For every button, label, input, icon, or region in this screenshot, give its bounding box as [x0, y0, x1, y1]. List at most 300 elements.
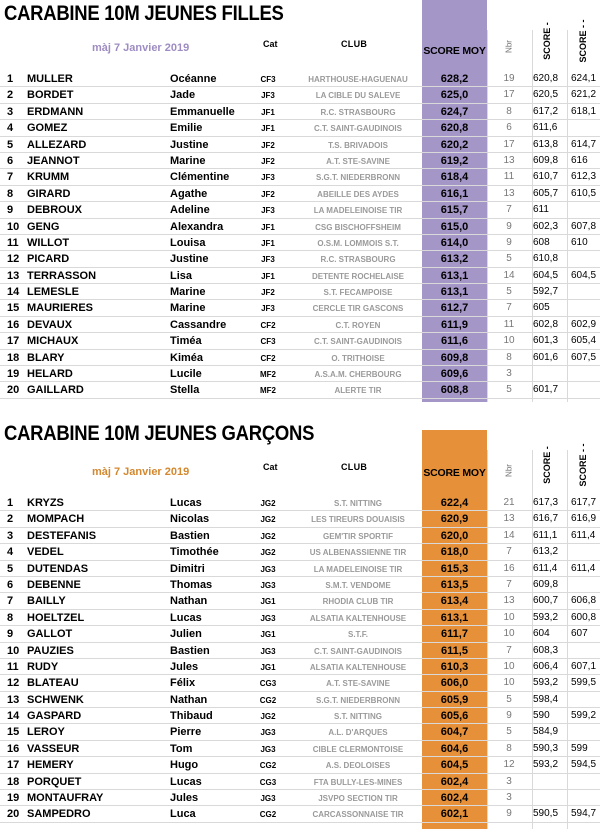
club-cell: S.M.T. VENDOME — [325, 580, 391, 590]
firstname-cell: Agathe — [170, 187, 208, 200]
nbr-cell: 10 — [503, 611, 515, 623]
firstname-cell: Océanne — [170, 73, 217, 85]
table-row — [0, 284, 600, 300]
category-cell: JG2 — [260, 531, 276, 541]
lastname-cell: KRYZS — [27, 497, 64, 509]
nbr-cell: 17 — [503, 89, 515, 101]
score-moy-cell: 618,0 — [440, 546, 469, 559]
firstname-cell: Thomas — [170, 578, 213, 591]
nbr-cell: 13 — [503, 154, 515, 166]
firstname-cell: Nathan — [170, 595, 208, 608]
firstname-cell: Bastien — [170, 529, 210, 542]
score-2-cell: 607 — [571, 628, 588, 640]
rank-cell: 1 — [7, 73, 14, 85]
lastname-cell: WILLOT — [27, 236, 70, 249]
nbr-cell: 10 — [503, 660, 515, 672]
club-cell: S.T. NITTING — [334, 712, 382, 722]
score-1-cell: 602,8 — [533, 318, 559, 330]
lastname-cell: DUTENDAS — [27, 562, 89, 575]
table-row — [0, 806, 600, 822]
nbr-cell: 21 — [503, 497, 515, 508]
lastname-cell: ALLEZARD — [27, 138, 87, 151]
score-1-cell: 608 — [533, 236, 550, 248]
score-1-cell: 604 — [533, 628, 550, 640]
nbr-cell: 3 — [506, 368, 512, 380]
nbr-cell: 5 — [506, 726, 512, 738]
lastname-cell: MOMPACH — [27, 513, 85, 526]
category-cell: JF1 — [261, 271, 275, 281]
club-cell: ALSATIA KALTENHOUSE — [309, 613, 407, 623]
girls-ranking-section — [0, 0, 600, 405]
lastname-cell: BLARY — [27, 351, 65, 364]
club-cell: CSG BISCHOFFSHEIM — [315, 222, 401, 232]
score-2-cell: 611,4 — [571, 562, 596, 574]
girls-title: CARABINE 10M JEUNES FILLES — [4, 2, 284, 25]
category-cell: JF1 — [261, 107, 275, 117]
score-1-cell: 601,6 — [533, 351, 559, 363]
category-cell: JF2 — [261, 189, 275, 199]
table-row — [0, 219, 600, 235]
score-2-cell: 594,5 — [571, 759, 597, 771]
club-cell: LES TIREURS DOUAISIS — [311, 515, 405, 525]
lastname-cell: SAMPEDRO — [27, 808, 91, 821]
club-cell: C.T. ROYEN — [335, 320, 381, 330]
nbr-cell: 7 — [506, 204, 512, 216]
club-cell: CARCASSONNAISE TIR — [312, 810, 404, 820]
score-2-cell: 624,1 — [571, 73, 597, 84]
club-cell: S.T. NITTING — [334, 499, 382, 508]
score-moy-cell: 608,8 — [440, 384, 469, 397]
firstname-cell: Clémentine — [170, 171, 230, 184]
row-divider — [0, 822, 600, 823]
nbr-cell: 17 — [503, 138, 515, 150]
club-cell: ABEILLE DES AYDES — [317, 189, 399, 199]
category-cell: JF3 — [261, 173, 275, 183]
category-cell: MF2 — [260, 370, 276, 380]
table-row — [0, 577, 600, 593]
lastname-cell: GAILLARD — [27, 384, 84, 397]
table-row — [0, 251, 600, 267]
boys-title: CARABINE 10M JEUNES GARÇONS — [4, 422, 315, 445]
score-moy-cell: 620,0 — [440, 529, 469, 542]
firstname-cell: Jules — [170, 660, 199, 673]
table-row — [0, 790, 600, 806]
nbr-cell: 5 — [506, 286, 512, 298]
lastname-cell: HELARD — [27, 368, 73, 381]
rank-cell: 2 — [7, 513, 14, 526]
table-row — [0, 71, 600, 87]
score-moy-cell: 624,7 — [440, 105, 469, 118]
header-score-2: SCORE - - — [578, 443, 588, 487]
boys-update-date: màj 7 Janvier 2019 — [92, 466, 190, 478]
club-cell: HARTHOUSE-HAGUENAU — [308, 75, 408, 84]
score-2-cell: 610,5 — [571, 187, 597, 199]
score-1-cell: 605 — [533, 302, 550, 314]
rank-cell: 12 — [7, 253, 20, 266]
header-club: CLUB — [341, 39, 368, 49]
firstname-cell: Stella — [170, 384, 200, 397]
nbr-cell: 7 — [506, 644, 512, 656]
category-cell: CF3 — [260, 337, 276, 347]
lastname-cell: MAURIERES — [27, 302, 94, 315]
firstname-cell: Julien — [170, 628, 202, 641]
table-row — [0, 593, 600, 609]
rank-cell: 5 — [7, 562, 14, 575]
table-row — [0, 300, 600, 316]
nbr-cell: 11 — [503, 171, 515, 183]
score-2-cell: 611,4 — [571, 529, 596, 541]
club-cell: A.S. DEOLOISES — [325, 761, 391, 771]
table-row — [0, 153, 600, 169]
club-cell: C.T. SAINT-GAUDINOIS — [313, 646, 402, 656]
score-2-cell: 606,8 — [571, 595, 597, 607]
score-1-cell: 598,4 — [533, 693, 559, 705]
nbr-cell: 5 — [506, 384, 512, 396]
lastname-cell: ERDMANN — [27, 105, 84, 118]
rank-cell: 3 — [7, 529, 14, 542]
score-1-cell: 617,3 — [533, 497, 559, 508]
score-1-cell: 590,3 — [533, 742, 559, 754]
girls-rows — [0, 71, 600, 399]
lastname-cell: GALLOT — [27, 628, 73, 641]
firstname-cell: Louisa — [170, 236, 206, 249]
firstname-cell: Nathan — [170, 693, 208, 706]
score-1-cell: 609,8 — [533, 578, 559, 590]
firstname-cell: Jules — [170, 792, 199, 805]
score-2-cell: 618,1 — [571, 105, 597, 117]
lastname-cell: KRUMM — [27, 171, 70, 184]
lastname-cell: GOMEZ — [27, 122, 68, 135]
club-cell: O. TRITHOISE — [331, 353, 385, 363]
boys-rows — [0, 495, 600, 823]
nbr-cell: 3 — [506, 792, 512, 804]
score-2-cell: 605,4 — [571, 335, 597, 347]
header-cat: Cat — [263, 39, 278, 49]
score-moy-cell: 620,8 — [440, 122, 469, 135]
firstname-cell: Kiméa — [170, 351, 204, 364]
header-score-2: SCORE - - — [578, 19, 588, 63]
score-moy-cell: 602,4 — [440, 792, 469, 805]
firstname-cell: Marine — [170, 302, 206, 315]
score-2-cell: 599 — [571, 742, 588, 754]
score-moy-cell: 613,2 — [440, 253, 469, 266]
table-row — [0, 544, 600, 560]
header-club: CLUB — [341, 462, 368, 472]
category-cell: JF1 — [261, 222, 275, 232]
firstname-cell: Lucas — [170, 775, 202, 788]
score-moy-cell: 602,1 — [440, 808, 469, 821]
firstname-cell: Dimitri — [170, 562, 205, 575]
lastname-cell: RUDY — [27, 660, 59, 673]
score-moy-cell: 615,7 — [440, 204, 469, 217]
score-1-cell: 606,4 — [533, 660, 559, 672]
lastname-cell: PAUZIES — [27, 644, 74, 657]
table-row — [0, 626, 600, 642]
table-row — [0, 104, 600, 120]
lastname-cell: GASPARD — [27, 710, 82, 723]
table-row — [0, 675, 600, 691]
firstname-cell: Bastien — [170, 644, 210, 657]
nbr-cell: 7 — [506, 546, 512, 558]
lastname-cell: PICARD — [27, 253, 70, 266]
nbr-cell: 14 — [503, 529, 515, 541]
score-moy-cell: 618,4 — [440, 171, 469, 184]
score-2-cell: 612,3 — [571, 171, 597, 183]
rank-cell: 14 — [7, 710, 20, 723]
score-2-cell: 607,5 — [571, 351, 597, 363]
lastname-cell: VASSEUR — [27, 742, 80, 755]
lastname-cell: GIRARD — [27, 187, 71, 200]
lastname-cell: HOELTZEL — [27, 611, 85, 624]
nbr-cell: 9 — [506, 236, 512, 248]
nbr-cell: 9 — [506, 808, 512, 820]
header-nbr: Nbr — [504, 40, 514, 53]
lastname-cell: GENG — [27, 220, 60, 233]
score-1-cell: 590 — [533, 710, 550, 722]
lastname-cell: LEROY — [27, 726, 65, 739]
lastname-cell: SCHWENK — [27, 693, 84, 706]
rank-cell: 9 — [7, 628, 14, 641]
rank-cell: 7 — [7, 171, 14, 184]
rank-cell: 19 — [7, 792, 20, 805]
firstname-cell: Tom — [170, 742, 193, 755]
score-2-cell: 599,2 — [571, 710, 597, 722]
nbr-cell: 9 — [506, 220, 512, 232]
table-row — [0, 350, 600, 366]
club-cell: S.G.T. NIEDERBRONN — [315, 173, 400, 183]
nbr-cell: 5 — [506, 693, 512, 705]
score-2-cell: 607,8 — [571, 220, 597, 232]
table-row — [0, 643, 600, 659]
table-row — [0, 120, 600, 136]
table-row — [0, 692, 600, 708]
table-row — [0, 268, 600, 284]
category-cell: MF2 — [260, 386, 276, 396]
category-cell: CF2 — [260, 320, 276, 330]
table-row — [0, 317, 600, 333]
score-1-cell: 616,7 — [533, 513, 559, 525]
score-1-cell: 611 — [533, 204, 549, 216]
nbr-cell: 7 — [506, 578, 512, 590]
club-cell: A.S.A.M. CHERBOURG — [314, 370, 402, 380]
nbr-cell: 9 — [506, 710, 512, 722]
score-1-cell: 608,3 — [533, 644, 559, 656]
category-cell: JF2 — [261, 156, 275, 166]
rank-cell: 18 — [7, 351, 20, 364]
score-2-cell: 600,8 — [571, 611, 597, 623]
club-cell: C.T. SAINT-GAUDINOIS — [313, 124, 402, 134]
rank-cell: 12 — [7, 677, 20, 690]
club-cell: LA CIBLE DU SALEVE — [315, 91, 401, 101]
lastname-cell: BORDET — [27, 89, 74, 102]
club-cell: RHODIA CLUB TIR — [322, 597, 394, 607]
club-cell: CERCLE TIR GASCONS — [312, 304, 404, 314]
rank-cell: 20 — [7, 384, 20, 397]
club-cell: A.T. STE-SAVINE — [326, 679, 390, 689]
club-cell: A.T. STE-SAVINE — [326, 156, 390, 166]
score-2-cell: 616,9 — [571, 513, 597, 525]
firstname-cell: Jade — [170, 89, 196, 102]
score-1-cell: 611,6 — [533, 122, 558, 134]
nbr-cell: 8 — [506, 105, 512, 117]
firstname-cell: Marine — [170, 286, 206, 299]
rank-cell: 8 — [7, 187, 14, 200]
rank-cell: 13 — [7, 269, 20, 282]
rank-cell: 8 — [7, 611, 14, 624]
table-row — [0, 333, 600, 349]
score-moy-cell: 610,3 — [440, 660, 469, 673]
category-cell: CG3 — [259, 679, 277, 689]
category-cell: JG2 — [260, 499, 276, 508]
rank-cell: 1 — [7, 497, 14, 509]
table-row — [0, 202, 600, 218]
score-1-cell: 610,7 — [533, 171, 559, 183]
score-moy-cell: 604,7 — [440, 726, 469, 739]
lastname-cell: JEANNOT — [27, 154, 80, 167]
rank-cell: 10 — [7, 220, 20, 233]
score-moy-cell: 604,5 — [440, 759, 469, 772]
score-1-cell: 611,1 — [533, 529, 558, 541]
firstname-cell: Lucas — [170, 611, 202, 624]
club-cell: ALERTE TIR — [334, 386, 382, 396]
header-cat: Cat — [263, 462, 278, 472]
firstname-cell: Cassandre — [170, 318, 227, 331]
firstname-cell: Timéa — [170, 335, 202, 348]
firstname-cell: Lucas — [170, 497, 202, 509]
club-cell: T.S. BRIVADOIS — [328, 140, 388, 150]
score-moy-cell: 613,1 — [440, 269, 469, 282]
lastname-cell: TERRASSON — [27, 269, 97, 282]
nbr-cell: 19 — [503, 73, 515, 84]
nbr-cell: 3 — [506, 775, 512, 787]
score-moy-cell: 613,4 — [440, 595, 469, 608]
category-cell: JG2 — [260, 712, 276, 722]
score-moy-cell: 605,9 — [440, 693, 469, 706]
category-cell: JG3 — [260, 744, 276, 754]
firstname-cell: Nicolas — [170, 513, 210, 526]
table-row — [0, 137, 600, 153]
score-1-cell: 605,7 — [533, 187, 559, 199]
club-cell: JSVPO SECTION TIR — [318, 794, 398, 804]
lastname-cell: PORQUET — [27, 775, 82, 788]
score-moy-cell: 606,0 — [440, 677, 469, 690]
score-moy-cell: 620,9 — [440, 513, 469, 526]
nbr-cell: 11 — [503, 318, 515, 330]
nbr-cell: 10 — [503, 677, 515, 689]
lastname-cell: DEBROUX — [27, 204, 83, 217]
score-moy-cell: 612,7 — [440, 302, 469, 315]
category-cell: JG1 — [260, 597, 276, 607]
table-row — [0, 757, 600, 773]
rank-cell: 9 — [7, 204, 14, 217]
nbr-cell: 8 — [506, 742, 512, 754]
score-1-cell: 604,5 — [533, 269, 559, 281]
nbr-cell: 13 — [503, 513, 515, 525]
score-moy-cell: 605,6 — [440, 710, 469, 723]
score-moy-cell: 628,2 — [440, 73, 469, 85]
score-moy-cell: 625,0 — [440, 89, 469, 102]
score-moy-cell: 611,7 — [441, 628, 468, 641]
category-cell: JG3 — [260, 728, 276, 738]
score-moy-cell: 611,9 — [441, 318, 468, 331]
lastname-cell: MONTAUFRAY — [27, 792, 104, 805]
table-row — [0, 724, 600, 740]
score-2-cell: 617,7 — [571, 497, 597, 508]
club-cell: LA MADELEINOISE TIR — [313, 564, 403, 574]
score-1-cell: 609,8 — [533, 154, 559, 166]
nbr-cell: 6 — [506, 122, 512, 134]
club-cell: R.C. STRASBOURG — [320, 255, 396, 265]
score-moy-cell: 613,1 — [440, 611, 469, 624]
category-cell: JG1 — [260, 662, 276, 672]
score-1-cell: 592,7 — [533, 286, 559, 298]
rank-cell: 17 — [7, 759, 20, 772]
category-cell: CG2 — [259, 810, 277, 820]
nbr-cell: 10 — [503, 628, 515, 640]
lastname-cell: DEVAUX — [27, 318, 73, 331]
club-cell: GEM'TIR SPORTIF — [323, 531, 393, 541]
rank-cell: 5 — [7, 138, 14, 151]
table-row — [0, 87, 600, 103]
nbr-cell: 10 — [503, 335, 515, 347]
score-1-cell: 593,2 — [533, 611, 559, 623]
table-row — [0, 708, 600, 724]
table-row — [0, 495, 600, 511]
lastname-cell: MULLER — [27, 73, 73, 85]
rank-cell: 3 — [7, 105, 14, 118]
nbr-cell: 12 — [503, 759, 515, 771]
score-moy-cell: 604,6 — [440, 742, 469, 755]
club-cell: A.L. D'ARQUES — [328, 728, 388, 738]
score-moy-cell: 615,3 — [440, 562, 469, 575]
club-cell: CIBLE CLERMONTOISE — [312, 744, 404, 754]
table-row — [0, 235, 600, 251]
category-cell: JG3 — [260, 646, 276, 656]
nbr-cell: 13 — [503, 595, 515, 607]
firstname-cell: Félix — [170, 677, 196, 690]
rank-cell: 16 — [7, 742, 20, 755]
table-row — [0, 186, 600, 202]
nbr-cell: 14 — [503, 269, 515, 281]
rank-cell: 2 — [7, 89, 14, 102]
category-cell: CF3 — [260, 75, 276, 84]
table-row — [0, 659, 600, 675]
nbr-cell: 8 — [506, 351, 512, 363]
category-cell: JF3 — [261, 206, 275, 216]
nbr-cell: 16 — [503, 562, 515, 574]
rank-cell: 11 — [7, 236, 19, 249]
lastname-cell: BLATEAU — [27, 677, 79, 690]
firstname-cell: Pierre — [170, 726, 202, 739]
rank-cell: 13 — [7, 693, 20, 706]
score-1-cell: 602,3 — [533, 220, 559, 232]
rank-cell: 10 — [7, 644, 20, 657]
table-row — [0, 511, 600, 527]
firstname-cell: Hugo — [170, 759, 199, 772]
category-cell: JF1 — [261, 124, 275, 134]
club-cell: FTA BULLY-LES-MINES — [313, 777, 403, 787]
score-moy-cell: 609,8 — [440, 351, 469, 364]
score-1-cell: 620,5 — [533, 89, 559, 101]
category-cell: JG2 — [260, 515, 276, 525]
score-2-cell: 621,2 — [571, 89, 597, 101]
score-1-cell: 601,7 — [533, 384, 559, 396]
club-cell: DETENTE ROCHELAISE — [311, 271, 404, 281]
rank-cell: 6 — [7, 154, 14, 167]
table-row — [0, 774, 600, 790]
score-moy-cell: 613,1 — [440, 286, 469, 299]
firstname-cell: Adeline — [170, 204, 210, 217]
